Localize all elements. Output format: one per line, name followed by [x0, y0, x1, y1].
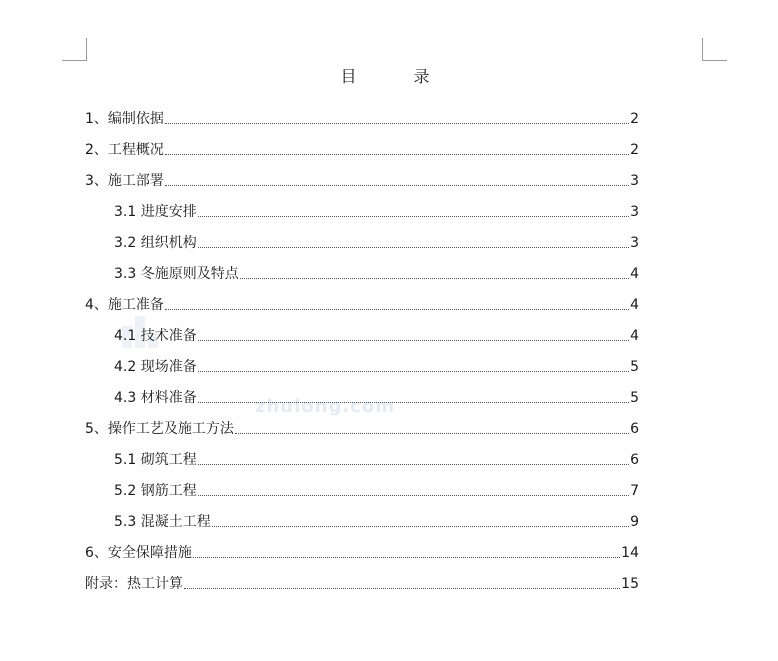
toc-entry-text: 2、工程概况 [85, 142, 164, 158]
top-right-crop-mark [702, 38, 727, 61]
toc-entry[interactable] [85, 192, 639, 223]
toc-entry-text: 4、施工准备 [85, 297, 164, 313]
toc-entry-text: 6、安全保障措施 [85, 545, 192, 561]
toc-entry-text: 3、施工部署 [85, 173, 164, 189]
toc-page-number: 6 [630, 421, 639, 437]
toc-dot-leader [212, 526, 629, 527]
toc-entry[interactable] [85, 161, 639, 192]
toc-entry-text: 5.1 砌筑工程 [114, 452, 197, 468]
toc-entry[interactable] [85, 223, 639, 254]
toc-dot-leader [198, 340, 629, 341]
toc-page-number: 4 [630, 328, 639, 344]
toc-entry-text: 附录：热工计算 [85, 576, 183, 592]
toc-entry-text: 4.2 现场准备 [114, 359, 197, 375]
toc-entry-text: 3.1 进度安排 [114, 204, 197, 220]
toc-entry[interactable] [85, 533, 639, 564]
toc-page-number: 2 [630, 142, 639, 158]
toc-entry-text: 5.3 混凝土工程 [114, 514, 211, 530]
toc-dot-leader [198, 464, 629, 465]
toc-dot-leader [184, 588, 620, 589]
toc-entry[interactable] [85, 254, 639, 285]
toc-entry-text: 3.2 组织机构 [114, 235, 197, 251]
toc-entry-text: 1、编制依据 [85, 111, 164, 127]
toc-page-number: 5 [630, 359, 639, 375]
top-left-crop-mark [62, 38, 87, 61]
toc-title: 目 录 [340, 67, 456, 86]
toc-entry[interactable] [85, 130, 639, 161]
toc-dot-leader [165, 185, 629, 186]
toc-dot-leader [193, 557, 620, 558]
toc-dot-leader [235, 433, 629, 434]
toc-entry[interactable] [85, 409, 639, 440]
toc-dot-leader [198, 371, 629, 372]
toc-page-number: 2 [630, 111, 639, 127]
toc-page-number: 3 [630, 173, 639, 189]
toc-page-number: 4 [630, 266, 639, 282]
toc-entry-text: 5.2 钢筋工程 [114, 483, 197, 499]
toc-page-number: 3 [630, 204, 639, 220]
table-of-contents [85, 99, 639, 595]
toc-entry-text: 5、操作工艺及施工方法 [85, 421, 234, 437]
toc-page-number: 3 [630, 235, 639, 251]
toc-entry[interactable] [85, 285, 639, 316]
toc-entry[interactable] [85, 440, 639, 471]
toc-page-number: 6 [630, 452, 639, 468]
toc-dot-leader [165, 154, 629, 155]
toc-dot-leader [198, 402, 629, 403]
toc-entry[interactable] [85, 471, 639, 502]
toc-page-number: 5 [630, 390, 639, 406]
toc-page-number: 4 [630, 297, 639, 313]
toc-entry[interactable] [85, 316, 639, 347]
toc-page-number: 9 [630, 514, 639, 530]
toc-entry[interactable] [85, 502, 639, 533]
toc-entry-text: 4.1 技术准备 [114, 328, 197, 344]
toc-dot-leader [240, 278, 629, 279]
toc-entry[interactable] [85, 347, 639, 378]
toc-page-number: 15 [621, 576, 639, 592]
toc-entry-text: 3.3 冬施原则及特点 [114, 266, 239, 282]
toc-dot-leader [198, 216, 629, 217]
toc-entry[interactable] [85, 564, 639, 595]
toc-page-number: 14 [621, 545, 639, 561]
toc-page-number: 7 [630, 483, 639, 499]
toc-dot-leader [198, 495, 629, 496]
toc-dot-leader [165, 309, 629, 310]
watermark-text: zhulong.com [255, 396, 395, 417]
toc-entry-text: 4.3 材料准备 [114, 390, 197, 406]
toc-entry[interactable] [85, 99, 639, 130]
toc-entry[interactable] [85, 378, 639, 409]
toc-dot-leader [165, 123, 629, 124]
toc-dot-leader [198, 247, 629, 248]
